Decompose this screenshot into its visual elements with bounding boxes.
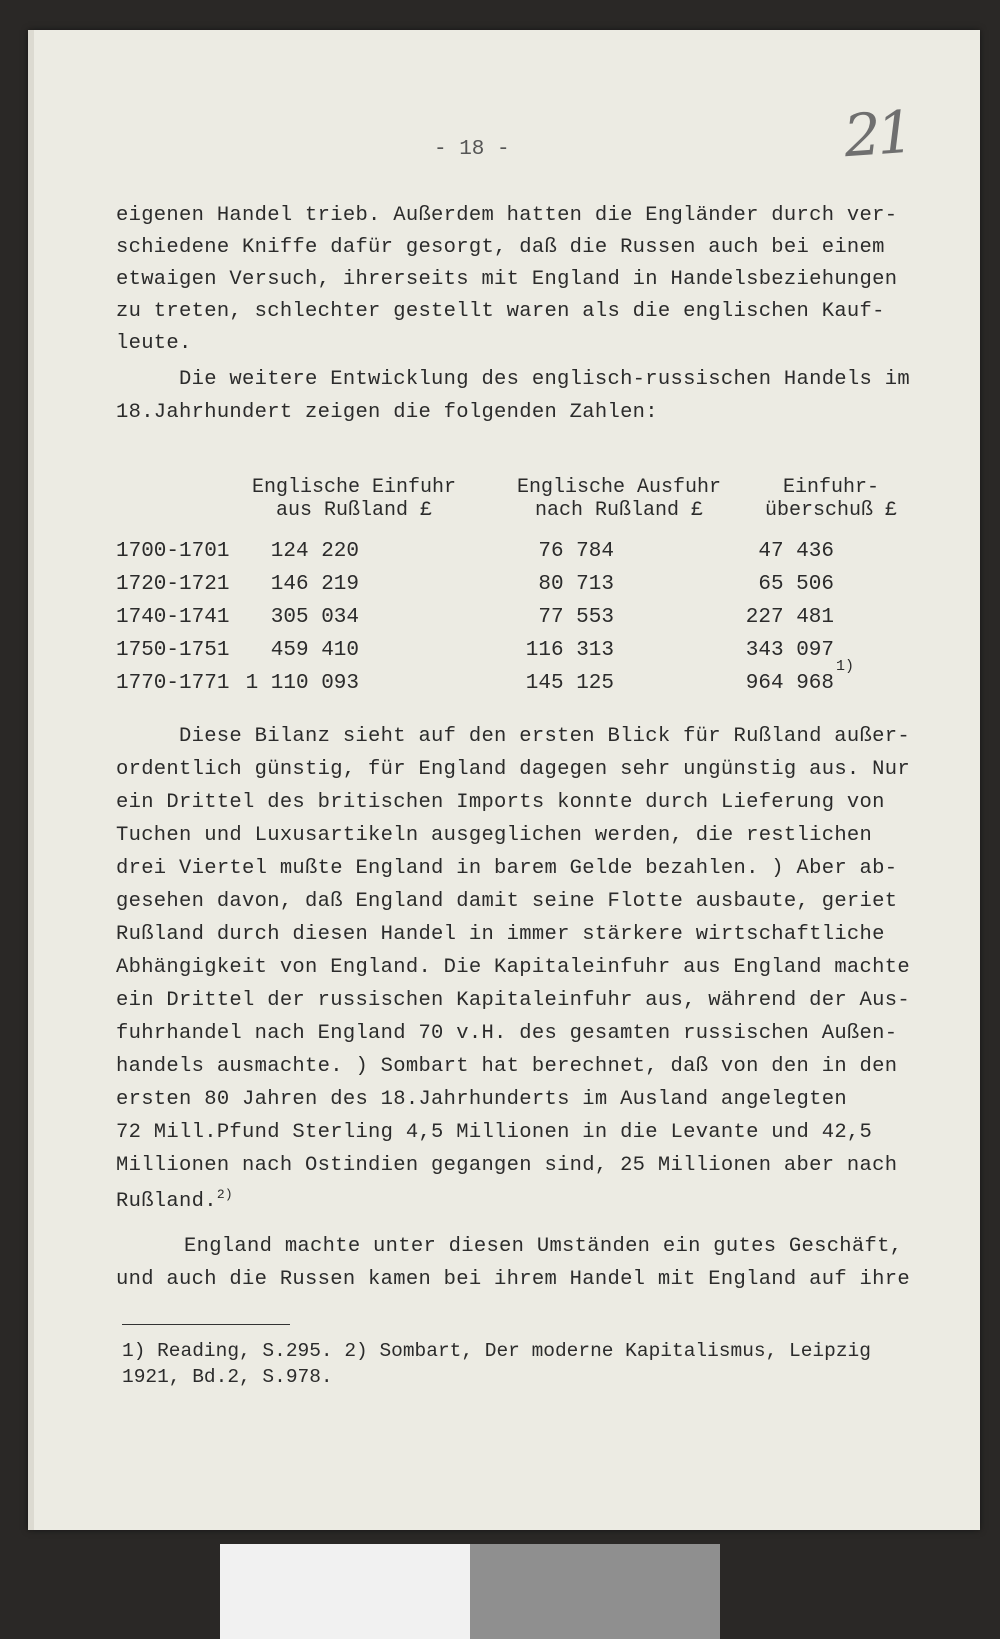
page-number: - 18 - — [434, 138, 510, 161]
text-line: ersten 80 Jahren des 18.Jahrhunderts im Ausland angelegten — [116, 1088, 847, 1111]
period-cell: 1740-1741 — [116, 606, 230, 629]
document-page — [28, 30, 980, 1530]
import-cell: 1 110 093 — [245, 672, 359, 695]
period-cell: 1720-1721 — [116, 573, 230, 596]
table-header-export: Englische Ausfuhr nach Rußland £ — [516, 476, 722, 522]
text-line: gesehen davon, daß England damit seine Flotte ausbaute, geriet — [116, 890, 898, 913]
surplus-cell: 964 968 — [745, 672, 834, 695]
export-cell: 80 713 — [538, 573, 614, 596]
text-line: Rußland durch diesen Handel in immer stärkere wirtschaftliche — [116, 923, 885, 946]
footnote-marker: 1) — [836, 658, 855, 675]
text-line: Tuchen und Luxusartikeln ausgeglichen werden, die restlichen — [116, 824, 873, 847]
footnote-marker: 2) — [216, 1187, 234, 1202]
export-cell: 145 125 — [525, 672, 614, 695]
import-cell: 146 219 — [270, 573, 359, 596]
text-line: und auch die Russen kamen bei ihrem Handel mit England auf ihre — [116, 1268, 910, 1291]
period-cell: 1700-1701 — [116, 540, 230, 563]
footnote-line: 1) Reading, S.295. 2) Sombart, Der moderne Kapitalismus, Leipzig — [122, 1340, 871, 1362]
text-line: zu treten, schlechter gestellt waren als die englischen Kauf- — [116, 300, 885, 323]
handwritten-page-annotation: 21 — [841, 97, 913, 171]
period-cell: 1770-1771 — [116, 672, 230, 695]
surplus-cell: 227 481 — [745, 606, 834, 629]
text-line: ein Drittel der russischen Kapitaleinfuhr aus, während der Aus- — [116, 989, 910, 1012]
period-cell: 1750-1751 — [116, 639, 230, 662]
import-cell: 124 220 — [270, 540, 359, 563]
text-line: ein Drittel des britischen Imports konnte durch Lieferung von — [116, 791, 885, 814]
text-line: 18.Jahrhundert zeigen die folgenden Zahlen: — [116, 401, 658, 424]
text-line: schiedene Kniffe dafür gesorgt, daß die Russen auch bei einem — [116, 236, 885, 259]
text-line: fuhrhandel nach England 70 v.H. des gesamten russischen Außen- — [116, 1022, 898, 1045]
surplus-cell: 47 436 — [758, 540, 834, 563]
text-line: Diese Bilanz sieht auf den ersten Blick für Rußland außer- — [179, 725, 910, 748]
text-line: England machte unter diesen Umständen ein gutes Geschäft, — [184, 1235, 903, 1258]
footnote-divider — [122, 1324, 290, 1325]
export-cell: 77 553 — [538, 606, 614, 629]
text-line: etwaigen Versuch, ihrerseits mit England in Handelsbeziehungen — [116, 268, 898, 291]
text-line: eigenen Handel trieb. Außerdem hatten die Engländer durch ver- — [116, 204, 898, 227]
text-line: Die weitere Entwicklung des englisch-russischen Handels im — [179, 368, 910, 391]
import-cell: 459 410 — [270, 639, 359, 662]
text-line: Rußland.$^{2)}$ — [116, 1187, 234, 1213]
text-line: Millionen nach Ostindien gegangen sind, 25 Millionen aber nach — [116, 1154, 898, 1177]
export-cell: 76 784 — [538, 540, 614, 563]
calibration-strip-gray — [470, 1544, 720, 1639]
surplus-cell: 343 097 — [745, 639, 834, 662]
text-line: leute. — [116, 332, 192, 355]
table-header-import: Englische Einfuhr aus Rußland £ — [251, 476, 457, 522]
export-cell: 116 313 — [525, 639, 614, 662]
calibration-strip-light — [220, 1544, 470, 1639]
text-line: drei Viertel mußte England in barem Gelde bezahlen. ) Aber ab- — [116, 857, 898, 880]
text-line: ordentlich günstig, für England dagegen sehr ungünstig aus. Nur — [116, 758, 910, 781]
import-cell: 305 034 — [270, 606, 359, 629]
text-line: Abhängigkeit von England. Die Kapitaleinfuhr aus England machte — [116, 956, 910, 979]
table-header-surplus: Einfuhr- überschuß £ — [764, 476, 898, 522]
text-line: handels ausmachte. ) Sombart hat berechnet, daß von den in den — [116, 1055, 898, 1078]
footnote-line: 1921, Bd.2, S.978. — [122, 1366, 333, 1388]
surplus-cell: 65 506 — [758, 573, 834, 596]
text-line: 72 Mill.Pfund Sterling 4,5 Millionen in die Levante und 42,5 — [116, 1121, 873, 1144]
